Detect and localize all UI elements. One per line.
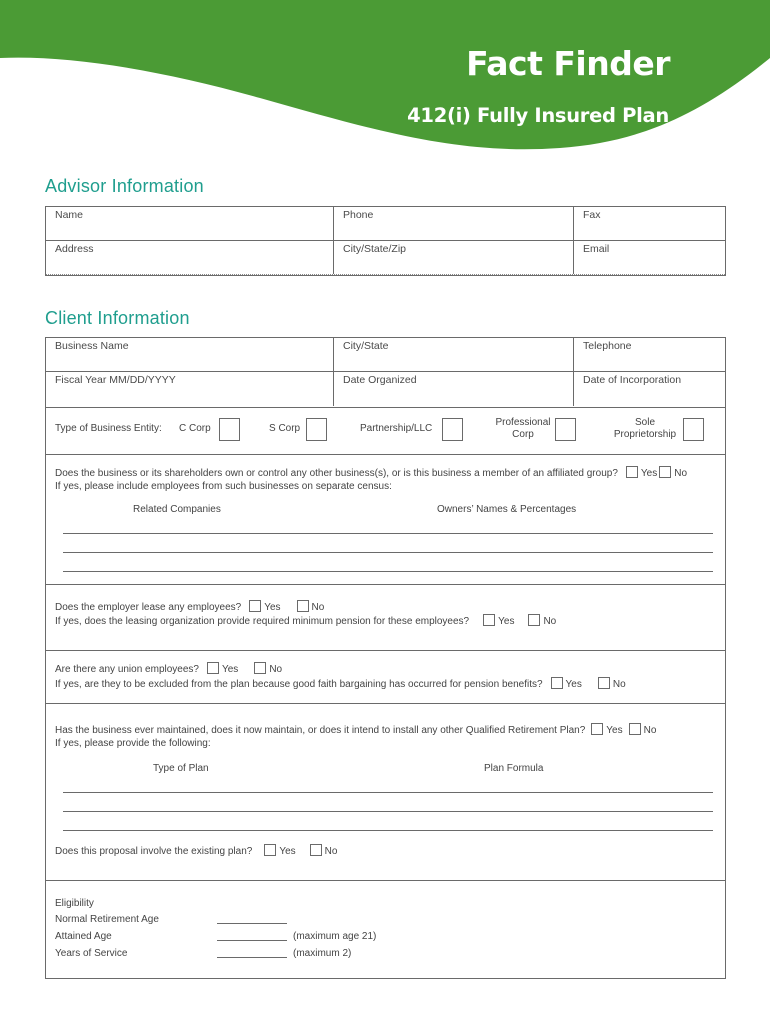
years-service-label: Years of Service [55,948,128,959]
advisor-name-label: Name [55,209,84,221]
related-company-line-1[interactable] [63,533,713,534]
business-name-label: Business Name [55,340,129,352]
partnership-label: Partnership/LLC [360,423,433,434]
advisor-city-field[interactable] [334,241,574,274]
header-banner [0,0,770,170]
plan-formula-header: Plan Formula [484,763,544,774]
advisor-address-label: Address [55,243,94,255]
c-corp-checkbox[interactable] [219,418,240,441]
union-excl-no-checkbox[interactable] [598,677,610,689]
union-excl-no-label: No [612,679,626,690]
partnership-checkbox[interactable] [442,418,463,441]
advisor-city-label: City/State/Zip [343,243,407,255]
eligibility-section [45,880,726,979]
advisor-row-2 [46,241,725,275]
professional-corp-line-2: Corp [512,429,534,440]
existing-plan-line [55,844,337,857]
professional-corp-checkbox[interactable] [555,418,576,441]
related-company-line-2[interactable] [63,552,713,553]
qualified-no-label: No [643,725,657,736]
document-title: Fact Finder [466,44,670,83]
business-name-field[interactable] [46,338,334,371]
leasing-followup: If yes, does the leasing organization provide required minimum pension for these employees? [55,616,470,627]
leasing-min-no-label: No [543,616,557,627]
affiliated-question-line [55,466,687,479]
client-row-1 [46,338,725,372]
leasing-question-line [55,600,324,613]
advisor-fax-field[interactable] [574,207,725,240]
attained-age-note: (maximum age 21) [293,931,377,942]
sole-proprietorship-line-2: Proprietorship [613,429,677,440]
retirement-age-label: Normal Retirement Age [55,914,159,925]
union-question-line [55,662,282,675]
union-excl-yes-checkbox[interactable] [551,677,563,689]
affiliated-no-label: No [674,468,688,479]
qualified-plan-section [45,703,726,881]
leasing-no-label: No [311,602,325,613]
owners-names-header: Owners’ Names & Percentages [437,504,577,515]
date-organized-label: Date Organized [343,374,417,386]
s-corp-checkbox[interactable] [306,418,327,441]
related-companies-header: Related Companies [133,504,221,515]
sole-proprietorship-label [609,417,681,441]
advisor-fax-label: Fax [583,209,601,221]
advisor-email-field[interactable] [574,241,725,274]
city-state-label: City/State [343,340,389,352]
type-of-plan-header: Type of Plan [153,763,209,774]
telephone-field[interactable] [574,338,725,371]
business-entity-row [45,407,726,455]
green-wave-shape [0,0,770,170]
leasing-no-checkbox[interactable] [297,600,309,612]
years-service-note: (maximum 2) [293,948,352,959]
advisor-phone-label: Phone [343,209,374,221]
eligibility-heading: Eligibility [55,898,94,909]
existing-no-label: No [324,846,338,857]
advisor-row-1 [46,207,725,241]
affiliated-group-section [45,454,726,585]
years-service-blank[interactable] [217,957,287,958]
affiliated-yes-label: Yes [640,468,658,479]
qualified-yes-checkbox[interactable] [591,723,603,735]
union-followup-line [55,677,626,690]
union-excl-yes-label: Yes [565,679,582,690]
plan-line-3[interactable] [63,830,713,831]
attained-age-label: Attained Age [55,931,112,942]
affiliated-no-checkbox[interactable] [659,466,671,478]
leasing-min-yes-checkbox[interactable] [483,614,495,626]
leasing-yes-checkbox[interactable] [249,600,261,612]
sole-proprietorship-line-1: Sole [634,417,655,428]
sole-proprietorship-checkbox[interactable] [683,418,704,441]
existing-no-checkbox[interactable] [310,844,322,856]
existing-plan-question: Does this proposal involve the existing plan? [55,846,253,857]
existing-yes-checkbox[interactable] [264,844,276,856]
plan-line-1[interactable] [63,792,713,793]
fiscal-year-label: Fiscal Year MM/DD/YYYY [55,374,176,386]
attained-age-blank[interactable] [217,940,287,941]
union-question: Are there any union employees? [55,664,199,675]
leasing-section [45,584,726,651]
qualified-question: Has the business ever maintained, does it now maintain, or does it intend to install any other Qualified Retirement Plan? [55,725,586,736]
leasing-yes-label: Yes [264,602,281,613]
qualified-followup: If yes, please provide the following: [55,738,211,749]
telephone-label: Telephone [583,340,632,352]
advisor-address-field[interactable] [46,241,334,274]
c-corp-label: C Corp [179,423,211,434]
affiliated-yes-checkbox[interactable] [626,466,638,478]
union-no-label: No [269,664,283,675]
qualified-question-line [55,723,656,736]
leasing-question: Does the employer lease any employees? [55,602,242,613]
leasing-followup-line [55,614,556,627]
advisor-email-label: Email [583,243,610,255]
professional-corp-line-1: Professional [495,417,551,428]
client-row-2 [46,372,725,406]
fiscal-year-field[interactable] [46,372,334,406]
retirement-age-blank[interactable] [217,923,287,924]
advisor-name-field[interactable] [46,207,334,240]
qualified-no-checkbox[interactable] [629,723,641,735]
s-corp-label: S Corp [269,423,301,434]
leasing-min-yes-label: Yes [498,616,515,627]
existing-yes-label: Yes [279,846,296,857]
advisor-phone-field[interactable] [334,207,574,240]
union-followup: If yes, are they to be excluded from the plan because good faith bargaining has occurred for pension benefits? [55,679,543,690]
union-no-checkbox[interactable] [254,662,266,674]
union-section [45,650,726,704]
advisor-info-table [45,206,726,276]
union-yes-checkbox[interactable] [207,662,219,674]
qualified-yes-label: Yes [606,725,623,736]
leasing-min-no-checkbox[interactable] [528,614,540,626]
document-subtitle: 412(i) Fully Insured Plan [407,104,669,127]
professional-corp-label [491,417,555,441]
plan-line-2[interactable] [63,811,713,812]
date-organized-field[interactable] [334,372,574,406]
city-state-field[interactable] [334,338,574,371]
date-incorporation-field[interactable] [574,372,725,406]
affiliated-question: Does the business or its shareholders own or control any other business(s), or is this business a member of an affiliated group? [55,468,618,479]
affiliated-followup: If yes, please include employees from such businesses on separate census: [55,481,392,492]
advisor-section-heading: Advisor Information [45,176,204,196]
union-yes-label: Yes [221,664,239,675]
date-incorporation-label: Date of Incorporation [583,374,682,386]
client-section-heading: Client Information [45,308,190,328]
entity-type-label: Type of Business Entity: [55,423,162,434]
related-company-line-3[interactable] [63,571,713,572]
